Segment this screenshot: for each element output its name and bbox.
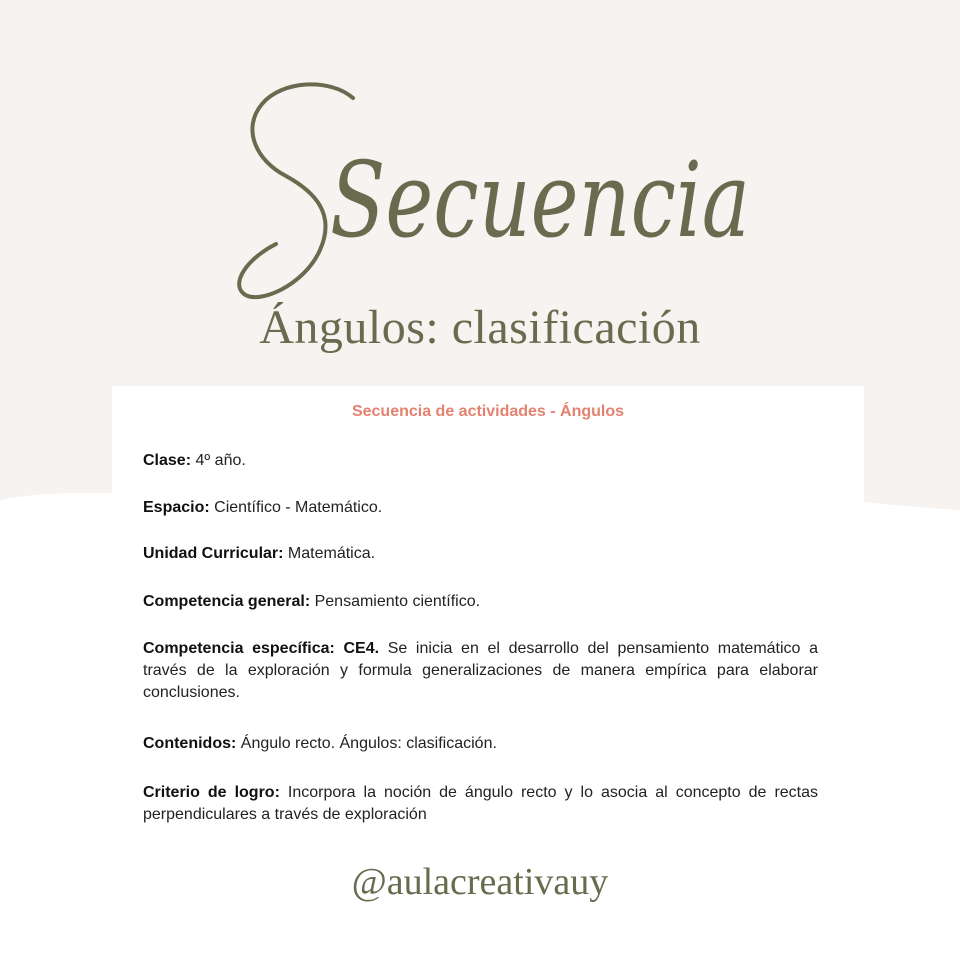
field-unidad-curricular [143, 543, 818, 565]
field-clase [143, 450, 818, 472]
field-label: Criterio de logro: [143, 784, 280, 801]
field-value: Ángulo recto. Ángulos: clasificación. [240, 735, 497, 752]
activity-sheet [112, 386, 864, 854]
social-handle: @aulacreativauy [351, 861, 609, 903]
sheet-heading: Secuencia de actividades - Ángulos [351, 403, 625, 420]
field-value: Pensamiento científico. [314, 593, 481, 610]
field-label: Contenidos: [143, 735, 237, 752]
field-label: Clase: [143, 452, 192, 469]
field-espacio [143, 497, 818, 519]
page-subtitle: Ángulos: clasificación [259, 301, 701, 354]
script-title-text: Secuencia [330, 139, 750, 261]
field-competencia-general [143, 591, 818, 613]
field-competencia-especifica [143, 638, 818, 704]
field-value: Incorpora la noción de ángulo recto y lo asocia al concepto de rectas perpendiculares a través de exploración [143, 784, 819, 823]
field-value: 4º año. [195, 452, 246, 469]
field-label: Competencia general: [143, 593, 311, 610]
script-title [0, 0, 960, 330]
field-value: Científico - Matemático. [214, 499, 383, 516]
field-value: Matemática. [287, 545, 376, 562]
field-label: Espacio: [143, 499, 210, 516]
field-label: Competencia específica: [143, 640, 335, 657]
field-label: Unidad Curricular: [143, 545, 284, 562]
field-code: CE4. [343, 640, 380, 657]
field-contenidos [143, 733, 818, 755]
field-criterio-de-logro [143, 782, 818, 826]
field-value: Se inicia en el desarrollo del pensamiento matemático a través de la exploración y formula generalizaciones de manera empírica para elaborar conclusiones. [143, 640, 818, 701]
